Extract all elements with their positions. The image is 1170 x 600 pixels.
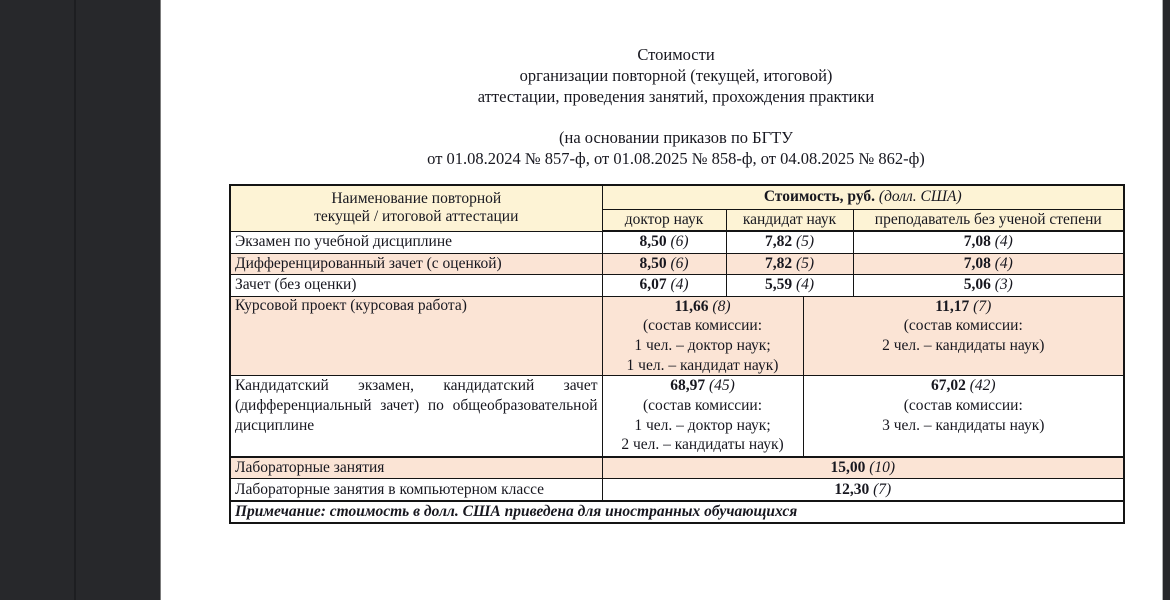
price-committee-cell: 67,02 (42) (состав комиссии: 3 чел. – кандидаты наук)	[803, 376, 1124, 457]
page-left-edge	[160, 0, 161, 600]
table-row	[230, 296, 1124, 376]
name-header-line: Наименование повторной	[331, 190, 502, 208]
price-cell: 8,50 (6)	[602, 231, 726, 253]
price-header-label: Стоимость, руб.	[763, 188, 876, 206]
price-column-header	[602, 185, 1124, 209]
price-committee-cell: 68,97 (45) (состав комиссии: 1 чел. – доктор наук; 2 чел. – кандидаты наук)	[602, 376, 803, 457]
note-text: Примечание: стоимость в долл. США приведена для иностранных обучающихся	[230, 501, 1124, 523]
price-committee-cell: 11,17 (7) (состав комиссии: 2 чел. – кандидаты наук)	[803, 296, 1124, 376]
row-label: Экзамен по учебной дисциплине	[230, 231, 602, 253]
price-cell: 6,07 (4)	[602, 274, 726, 296]
column-header-no-degree: преподаватель без ученой степени	[853, 209, 1124, 231]
price-cell: 8,50 (6)	[602, 253, 726, 274]
row-label: Лабораторные занятия в компьютерном классе	[230, 479, 602, 501]
column-header-doctor: доктор наук	[602, 209, 726, 231]
viewer-dark-panel	[0, 0, 160, 600]
table-row	[230, 253, 1124, 274]
price-cell: 7,08 (4)	[853, 253, 1124, 274]
table-row	[230, 231, 1124, 253]
price-cell: 7,82 (5)	[726, 253, 853, 274]
row-label: Лабораторные занятия	[230, 457, 602, 479]
table-row	[230, 479, 1124, 501]
viewer-right-edge-strip	[1162, 0, 1170, 600]
title-line: организации повторной (текущей, итоговой)	[519, 66, 833, 85]
subtitle-line: (на основании приказов по БГТУ	[559, 128, 793, 147]
document-subtitle	[229, 127, 1123, 169]
row-label: Кандидатский экзамен, кандидатский зачет (дифференциальный зачет) по общеобразовательной дисциплине	[230, 376, 602, 457]
price-cell: 5,06 (3)	[853, 274, 1124, 296]
table-note-row	[230, 501, 1124, 523]
row-label: Зачет (без оценки)	[230, 274, 602, 296]
price-committee-cell: 11,66 (8) (состав комиссии: 1 чел. – доктор наук; 1 чел. – кандидат наук)	[602, 296, 803, 376]
price-cell: 15,00 (10)	[602, 457, 1124, 479]
title-line: Стоимости	[637, 45, 715, 64]
price-cell: 7,82 (5)	[726, 231, 853, 253]
title-line: аттестации, проведения занятий, прохождения практики	[477, 87, 875, 106]
table-header-row	[230, 185, 1124, 209]
table-row	[230, 376, 1124, 457]
name-header-line: текущей / итоговой аттестации	[314, 208, 519, 226]
table-row	[230, 274, 1124, 296]
price-cell: 7,08 (4)	[853, 231, 1124, 253]
price-cell: 5,59 (4)	[726, 274, 853, 296]
subtitle-line: от 01.08.2024 № 857-ф, от 01.08.2025 № 858-ф, от 04.08.2025 № 862-ф)	[427, 149, 925, 168]
document-title	[229, 44, 1123, 107]
row-label: Дифференцированный зачет (с оценкой)	[230, 253, 602, 274]
column-header-candidate: кандидат наук	[726, 209, 853, 231]
price-header-unit: (долл. США)	[878, 188, 962, 206]
row-label: Курсовой проект (курсовая работа)	[230, 296, 602, 376]
price-cell: 12,30 (7)	[602, 479, 1124, 501]
viewer-panel-divider	[74, 0, 76, 600]
cost-table	[229, 184, 1125, 524]
table-row	[230, 457, 1124, 479]
name-column-header	[230, 185, 602, 231]
